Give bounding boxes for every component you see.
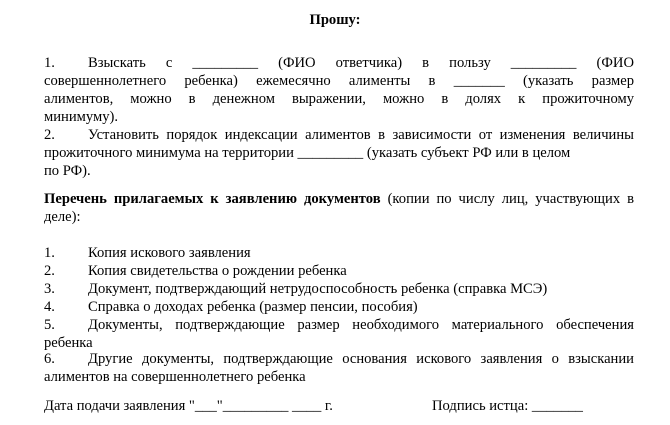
request-item-text [44, 54, 634, 126]
document-item-text: Копия искового заявления [88, 245, 251, 261]
request-item-line: по РФ). [44, 163, 91, 179]
document-item-line: алиментов на совершеннолетнего ребенка [44, 369, 306, 385]
document-item-line: ребенка [44, 335, 93, 351]
document-item-number: 3. [44, 281, 55, 297]
document-item-number: 4. [44, 299, 55, 315]
document-item-number: 1. [44, 245, 55, 261]
document-item-number: 2. [44, 263, 55, 279]
request-item-number: 1. [44, 55, 55, 71]
document-item-text: Справка о доходах ребенка (размер пенсии, пособия) [88, 299, 418, 315]
request-item-line: алиментов, можно в денежном выражении, можно в долях к прожиточному [44, 91, 634, 107]
request-item-line: Установить порядок индексации алиментов в зависимости от изменения величины [88, 127, 634, 143]
document-item-text [44, 350, 634, 386]
document-item-number: 5. [44, 317, 55, 333]
request-item-line: совершеннолетнего ребенка) ежемесячно алименты в _______ (указать размер [44, 73, 634, 89]
request-item-line: Взыскать с _________ (ФИО ответчика) в пользу _________ (ФИО [88, 55, 634, 71]
document-item-text [44, 316, 634, 352]
documents-heading-bold: Перечень прилагаемых к заявлению документов [44, 191, 381, 207]
documents-heading-rest: (копии по числу лиц, участвующих в [380, 191, 634, 207]
document-item-text: Документ, подтверждающий нетрудоспособность ребенка (справка МСЭ) [88, 281, 548, 297]
documents-heading [44, 190, 634, 226]
document-item-line: Документы, подтверждающие размер необходимого материального обеспечения [88, 317, 634, 333]
request-item-number: 2. [44, 127, 55, 143]
filing-date-line: Дата подачи заявления "___"_________ ____ г. [44, 398, 333, 414]
document-item-text: Копия свидетельства о рождении ребенка [88, 263, 347, 279]
request-item-line: минимуму). [44, 109, 119, 125]
request-item-line: прожиточного минимума на территории _________ (указать субъект РФ или в целом [44, 145, 571, 161]
document-item-number: 6. [44, 351, 55, 367]
request-heading: Прошу: [309, 12, 361, 28]
request-item-text [44, 126, 634, 180]
documents-heading-line2: деле): [44, 209, 81, 225]
document-item-line: Другие документы, подтверждающие основания искового заявления о взыскании [88, 351, 634, 367]
plaintiff-signature-line: Подпись истца: _______ [432, 398, 583, 414]
